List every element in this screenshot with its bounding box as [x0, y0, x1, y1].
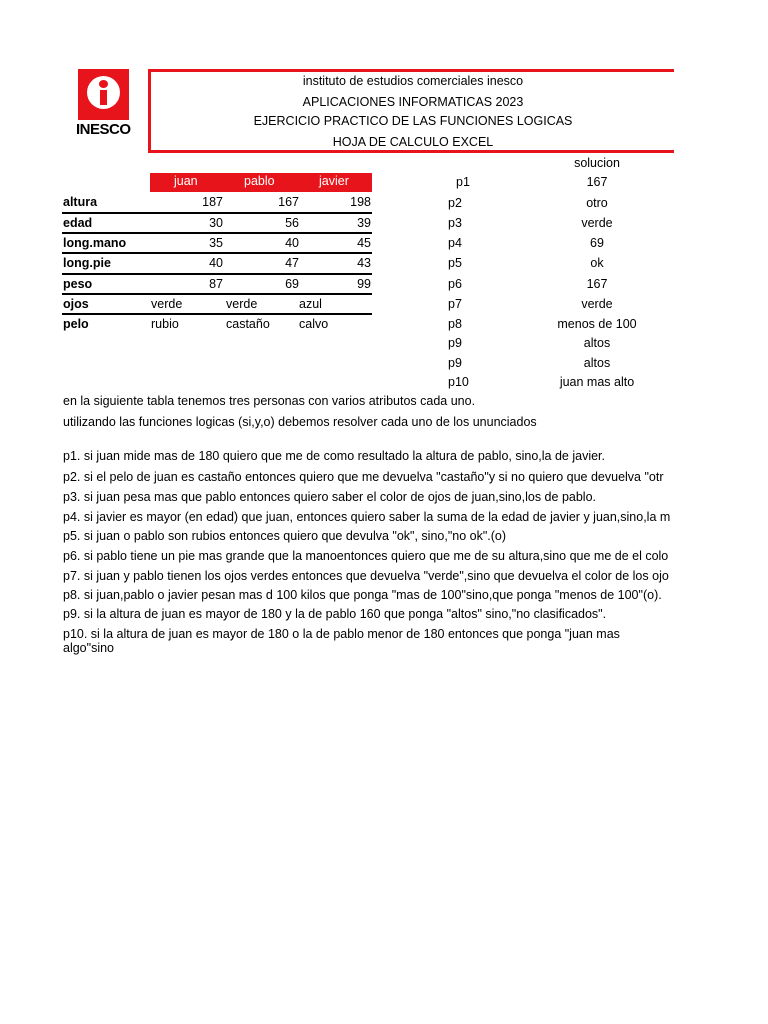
- row-label-edad: edad: [63, 216, 93, 230]
- header-line-1: instituto de estudios comerciales inesco: [302, 74, 524, 88]
- cell-pelo-javier: calvo: [299, 317, 329, 331]
- question-p9: p9. si la altura de juan es mayor de 180 y la de pablo 160 que ponga "altos" sino,"no clasificados".: [63, 607, 607, 621]
- row-divider: [62, 273, 372, 275]
- solution-value: 69: [590, 236, 604, 250]
- solution-value: juan mas alto: [559, 375, 635, 389]
- solution-value: altos: [583, 356, 611, 370]
- question-p6: p6. si pablo tiene un pie mas grande que la manoentonces quiero que me de su altura,sino que me de el colo: [63, 549, 669, 563]
- inesco-logo: [76, 69, 130, 145]
- solution-label: p5: [448, 256, 462, 270]
- question-p10: p10. si la altura de juan es mayor de 180 o la de pablo menor de 180 entonces que ponga "juan mas algo"sino: [63, 627, 620, 655]
- logo-wordmark: INESCO: [76, 121, 131, 138]
- question-p3: p3. si juan pesa mas que pablo entonces quiero saber el color de ojos de juan,sino,los de pablo.: [63, 490, 596, 504]
- cell-edad-pablo: 56: [285, 216, 299, 230]
- cell-peso-javier: 99: [357, 277, 371, 291]
- intro-line-1: en la siguiente tabla tenemos tres personas con varios atributos cada uno.: [63, 394, 476, 408]
- row-divider: [62, 313, 372, 315]
- question-p5: p5. si juan o pablo son rubios entonces quiero que devulva "ok", sino,"no ok".(o): [63, 529, 507, 543]
- cell-long-mano-juan: 35: [209, 236, 223, 250]
- row-label-long-mano: long.mano: [63, 236, 127, 250]
- solution-label: p2: [448, 196, 462, 210]
- solution-label: p1: [456, 175, 470, 189]
- solution-value: 167: [586, 175, 608, 189]
- cell-long-pie-juan: 40: [209, 256, 223, 270]
- solution-value: menos de 100: [557, 317, 637, 331]
- solutions-header: solucion: [574, 156, 620, 170]
- question-p7: p7. si juan y pablo tienen los ojos verdes entonces que devuelva "verde",sino que devuelva el color de los ojo: [63, 569, 669, 583]
- question-p2: p2. si el pelo de juan es castaño entonces quiero que me devuelva "castaño"y si no quiero que devuelva "otr: [63, 470, 664, 484]
- cell-ojos-javier: azul: [299, 297, 322, 311]
- solution-value: ok: [590, 256, 604, 270]
- cell-peso-juan: 87: [209, 277, 223, 291]
- cell-long-mano-pablo: 40: [285, 236, 299, 250]
- column-header-pablo: pablo: [244, 174, 275, 188]
- solution-value: verde: [581, 297, 613, 311]
- row-label-peso: peso: [63, 277, 93, 291]
- intro-line-2: utilizando las funciones logicas (si,y,o) debemos resolver cada uno de los ununciados: [63, 415, 537, 429]
- solution-label: p6: [448, 277, 462, 291]
- row-divider: [62, 252, 372, 254]
- solution-value: 167: [586, 277, 608, 291]
- cell-altura-javier: 198: [350, 195, 371, 209]
- row-divider: [62, 212, 372, 214]
- solution-value: otro: [586, 196, 608, 210]
- solution-label: p9: [448, 356, 462, 370]
- cell-ojos-pablo: verde: [226, 297, 258, 311]
- cell-altura-pablo: 167: [278, 195, 299, 209]
- solution-label: p7: [448, 297, 462, 311]
- cell-pelo-pablo: castaño: [226, 317, 270, 331]
- cell-altura-juan: 187: [202, 195, 223, 209]
- row-divider: [62, 232, 372, 234]
- column-header-javier: javier: [319, 174, 349, 188]
- column-header-juan: juan: [174, 174, 198, 188]
- cell-edad-juan: 30: [209, 216, 223, 230]
- logo-red-square: [78, 69, 129, 120]
- solution-label: p4: [448, 236, 462, 250]
- row-label-pelo: pelo: [63, 317, 89, 331]
- cell-long-mano-javier: 45: [357, 236, 371, 250]
- solution-label: p3: [448, 216, 462, 230]
- cell-peso-pablo: 69: [285, 277, 299, 291]
- cell-ojos-juan: verde: [151, 297, 183, 311]
- row-label-long-pie: long.pie: [63, 256, 111, 270]
- row-label-ojos: ojos: [63, 297, 89, 311]
- row-divider: [62, 293, 372, 295]
- row-label-altura: altura: [63, 195, 98, 209]
- question-p4: p4. si javier es mayor (en edad) que juan, entonces quiero saber la suma de la edad de javier y juan,sino,la m: [63, 510, 671, 524]
- cell-edad-javier: 39: [357, 216, 371, 230]
- cell-long-pie-pablo: 47: [285, 256, 299, 270]
- logo-i-stem: [100, 90, 107, 105]
- cell-pelo-juan: rubio: [151, 317, 179, 331]
- questions-list: [0, 440, 674, 660]
- header-line-2: APLICACIONES INFORMATICAS 2023: [302, 95, 524, 109]
- question-p1: p1. si juan mide mas de 180 quiero que me de como resultado la altura de pablo, sino,la de javier.: [63, 449, 605, 463]
- logo-i-dot: [99, 80, 108, 88]
- solution-label: p10: [448, 375, 469, 389]
- cell-long-pie-javier: 43: [357, 256, 371, 270]
- solution-label: p9: [448, 336, 462, 350]
- header-line-4: HOJA DE CALCULO EXCEL: [332, 135, 494, 149]
- solution-value: verde: [581, 216, 613, 230]
- header-line-3: EJERCICIO PRACTICO DE LAS FUNCIONES LOGICAS: [253, 114, 573, 128]
- question-p8: p8. si juan,pablo o javier pesan mas d 100 kilos que ponga "mas de 100"sino,que ponga "menos de 100"(o).: [63, 588, 662, 602]
- solution-label: p8: [448, 317, 462, 331]
- solution-value: altos: [583, 336, 611, 350]
